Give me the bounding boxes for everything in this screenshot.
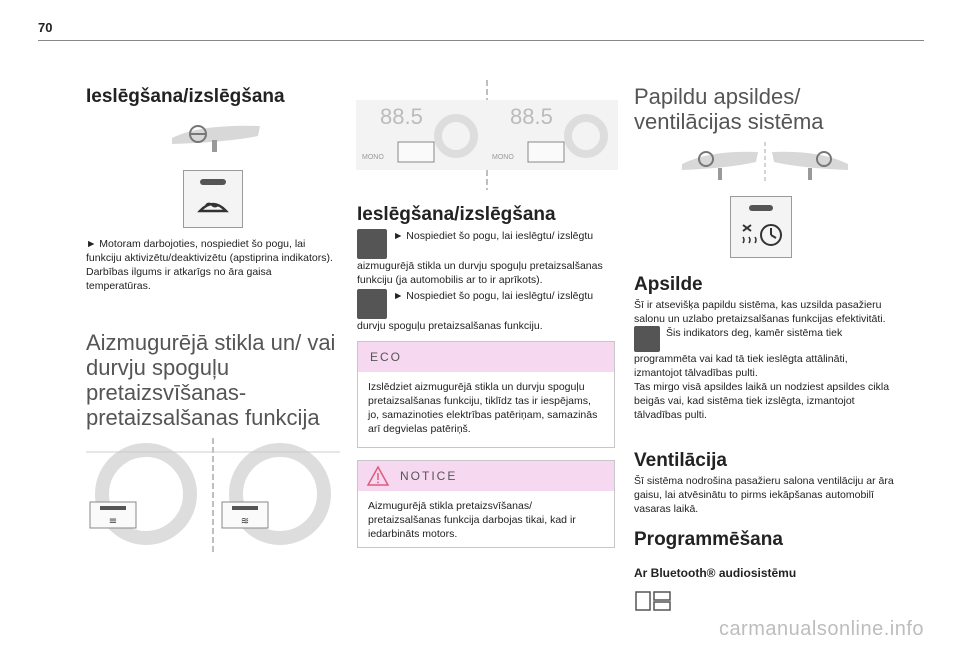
dual-dashboard-sketch-icon — [680, 140, 850, 184]
svg-text:≋: ≋ — [240, 516, 250, 527]
col1-duration-note: Darbības ilgums ir atkarīgs no āra gaisa temperatūras. — [86, 266, 272, 292]
defrost-button-icon — [183, 170, 243, 228]
col1-section-title: Aizmugurējā stikla un/ vai durvju spoguļu pretaizsvīšanas-pretaizsalšanas funkcija — [86, 330, 336, 430]
eco-text: Izslēdziet aizmugurējā stikla un durvju spoguļu pretaizsalšanas funkciju, tiklīdz tas ir iespējams, jo, samazinoties elektrības patēriņam, samazinās arī degvielas patēriņš. — [368, 381, 598, 435]
col3-title: Papildu apsildes/ ventilācijas sistēma — [634, 84, 824, 134]
col2-heading: Ieslēgšana/izslēgšana — [357, 204, 556, 225]
apsilde-text-3: Tas mirgo visā apsildes laikā un nodziest apsildes cikla beigās vai, kad sistēma tiek izslēgta, izmantojot tālvadības pulti. — [634, 381, 890, 421]
dashboard-sketch-icon — [170, 116, 262, 154]
heater-indicator-icon — [634, 326, 660, 352]
rear-window-defrost-icon — [357, 229, 387, 259]
notice-box — [357, 460, 615, 548]
col2-instruction-1: ► Nospiediet šo pogu, lai ieslēgtu/ izslēgtu aizmugurējā stikla un durvju spoguļu pretaizsalšanas funkciju (ja automobilis ar to ir aprīkots). — [357, 230, 603, 286]
warning-triangle-icon — [366, 463, 400, 489]
eco-box — [357, 341, 615, 448]
temp-display-right: 88.5 — [510, 104, 553, 129]
notice-text: Aizmugurējā stikla pretaizsvīšanas/ pretaizsalšanas funkcija darbojas tikai, kad ir iedarbināts motors. — [368, 500, 576, 540]
col1-heading: Ieslēgšana/izslēgšana — [86, 86, 285, 107]
bluetooth-heading: Ar Bluetooth® audiosistēmu — [634, 566, 797, 580]
col1-instruction: ► Motoram darbojoties, nospiediet šo pogu, lai funkciju aktivizētu/deaktivizētu (apstiprina indikators). — [86, 238, 333, 264]
header-rule — [38, 40, 924, 41]
bluetooth-audio-icon — [634, 590, 674, 612]
eco-label: ECO — [358, 342, 614, 372]
svg-text:≡: ≡ — [108, 516, 118, 527]
mono-label-left: MONO — [362, 154, 384, 161]
vent-text: Šī sistēma nodrošina pasažieru salona ventilāciju ar āra gaisu, lai atvēsinātu to pirms iekāpšanas automobilī vasaras laikā. — [634, 475, 894, 515]
mono-label-right: MONO — [492, 154, 514, 161]
prog-heading: Programmēšana — [634, 529, 783, 550]
rear-defrost-panel-illustration — [86, 438, 340, 552]
mirror-defrost-icon — [357, 289, 387, 319]
temp-display-left: 88.5 — [380, 104, 423, 129]
apsilde-text-2: Šis indikators deg, kamēr sistēma tiek programmēta vai kad tā tiek ieslēgta attālināti, izmantojot tālvadības pulti. — [634, 327, 848, 379]
col2-instruction-2: ► Nospiediet šo pogu, lai ieslēgtu/ izslēgtu durvju spoguļu pretaizsalšanas funkciju. — [357, 290, 594, 332]
climate-display-illustration — [356, 80, 618, 190]
page-number: 70 — [38, 20, 53, 35]
watermark: carmanualsonline.info — [718, 618, 924, 640]
heater-timer-button-icon — [730, 196, 792, 258]
notice-label: NOTICE — [400, 469, 458, 483]
vent-heading: Ventilācija — [634, 450, 727, 471]
apsilde-heading: Apsilde — [634, 274, 703, 295]
apsilde-text-1: Šī ir atsevišķa papildu sistēma, kas uzsilda pasažieru salonu un uzlabo pretaizsalšanas funkcijas efektivitāti. — [634, 299, 886, 325]
